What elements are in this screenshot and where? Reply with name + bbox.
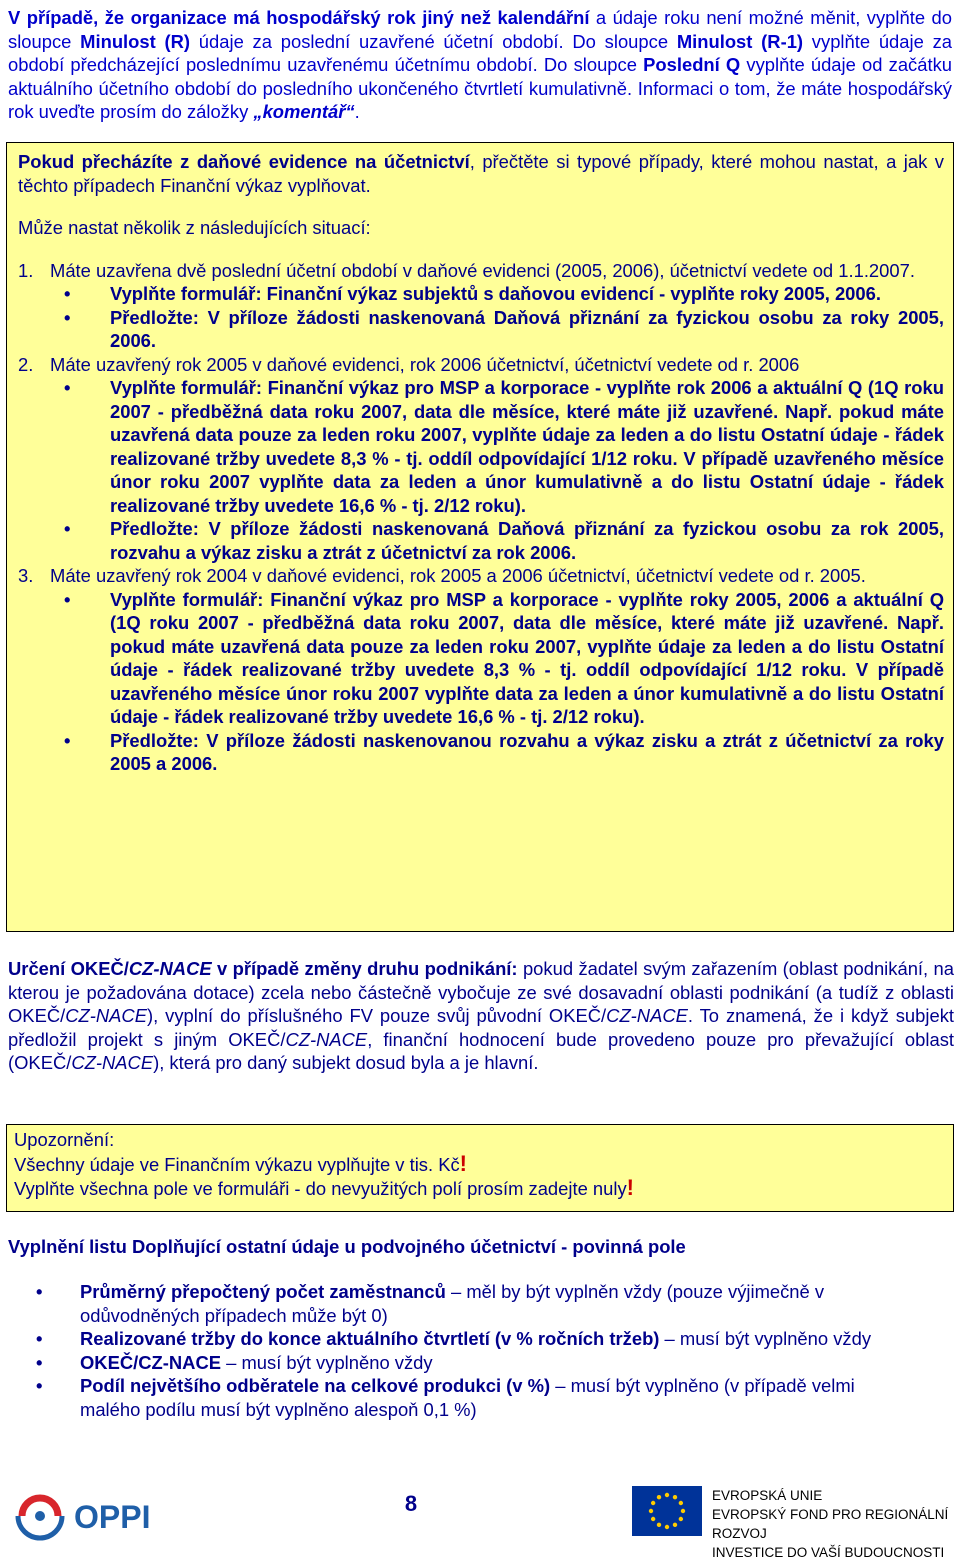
list-item <box>8 1374 908 1421</box>
eu-text-block <box>712 1486 960 1562</box>
case-2-bullet-1 <box>64 376 944 517</box>
bullet-text: Předložte: V příloze žádosti naskenovanou rozvahu a výkaz zisku a ztrát z účetnictví za roky 2005 a 2006. <box>110 729 944 774</box>
eu-star <box>679 1501 683 1505</box>
warning-line-1 <box>14 1152 946 1177</box>
intro-text: vyplňte údaje od začátku aktuálního účetního období do posledního ukončeného čtvrtletí kumulativně. Informaci o tom, že máte hospodářský rok uveďte prosím do záložky <box>8 54 953 122</box>
eu-star <box>679 1517 683 1521</box>
nace-term: CZ-NACE <box>606 1005 688 1026</box>
bullet-text: Vyplňte formulář: Finanční výkaz pro MSP a korporace - vyplňte roky 2005, 2006 a aktuální Q (1Q roku 2007 - předběžná data roku 2007, data dle měsíce, které máte již uzavřené. Např. pokud máte uzavřená data pouze za leden roku 2007, vyplňte údaje za leden a do listu Ostatní údaje - řádek realizované tržby uvedete 8,3 % - tj. oddíl odpovídající 1/12 roku. V případě uzavřeného měsíce únor roku 2007 vyplňte data za leden a únor kumulativně a do listu Ostatní údaje - řádek realizované tržby uvedete 16,6 % - tj. 2/12 roku). <box>110 588 944 727</box>
case-3-bullet-1 <box>64 588 944 729</box>
intro-text: údaje za poslední uzavřené účetní období. Do sloupce <box>190 30 677 52</box>
oppi-logo-text: OPPI <box>74 1499 151 1535</box>
eu-star <box>673 1523 677 1527</box>
nace-term: CZ-NACE <box>65 1005 147 1026</box>
okec-text: pokud žadatel svým zařazením (oblast podnikání, na kterou je požadována dotace) zcela nebo částečně vybočuje ze své dosavadní oblasti podnikání (a tudíž z oblasti OKEČ/ <box>8 958 954 1026</box>
list-item <box>8 1351 908 1375</box>
col-minulost-r: Minulost (R) <box>80 30 191 52</box>
warning-line-2 <box>14 1176 946 1201</box>
okec-lead: v <box>211 958 233 979</box>
bullet-text: Vyplňte formulář: Finanční výkaz subjektů s daňovou evidencí - vyplňte roky 2005, 2006. <box>110 283 881 304</box>
cases-lead-bold: Pokud přecházíte z daňové evidence na účetnictví <box>18 151 470 172</box>
okec-text: , finanční hodnocení bude provedeno pouze pro převažující oblast (OKEČ/ <box>8 1028 954 1073</box>
page-footer <box>0 1480 960 1560</box>
case-1-bullet-1 <box>64 282 944 306</box>
okec-lead: případě změny druhu podnikání: <box>232 958 518 979</box>
list-item <box>8 1327 908 1351</box>
supplementary-heading: Vyplnění listu Doplňující ostatní údaje u podvojného účetnictví - povinná pole <box>8 1236 686 1257</box>
case-1 <box>18 259 944 283</box>
case-number: 2. <box>18 353 34 375</box>
page-number: 8 <box>404 1491 418 1516</box>
item-bold: Průměrný přepočtený počet zaměstnanců <box>80 1281 446 1302</box>
item-text: – měl by být vyplněn vždy (pouze výjimečně v odůvodněných případech může být 0) <box>80 1281 825 1326</box>
intro-text: a údaje roku není možné měnit, vyplňte do sloupce <box>8 7 952 52</box>
case-text: Máte uzavřený rok 2004 v daňové evidenci, rok 2005 a 2006 účetnictví, účetnictví vedete od r. 2005. <box>50 565 866 586</box>
intro-text: . <box>354 101 360 122</box>
bullet-icon: • <box>64 377 71 398</box>
bullet-icon: • <box>64 283 71 304</box>
eu-star <box>651 1501 655 1505</box>
bullet-icon: • <box>36 1281 43 1302</box>
okec-paragraph <box>8 957 954 1075</box>
item-text: – musí být vyplněno vždy <box>221 1351 433 1373</box>
okec-lead: Určení OKEČ/ <box>8 958 129 979</box>
case-text: Máte uzavřený rok 2005 v daňové evidenci, rok 2006 účetnictví, účetnictví vedete od r. 2006 <box>50 353 800 375</box>
cases-lead <box>18 150 944 197</box>
eu-star <box>665 1493 669 1497</box>
case-2-bullet-2 <box>64 517 944 564</box>
eu-flag-icon <box>632 1486 702 1536</box>
warning-box <box>6 1124 954 1212</box>
eu-line-2: EVROPSKÝ FOND PRO REGIONÁLNÍ ROZVOJ <box>712 1507 949 1541</box>
list-item <box>8 1280 908 1327</box>
okec-text: ), která pro daný subjekt dosud byla a je hlavní. <box>153 1052 539 1073</box>
supplementary-list <box>8 1280 908 1421</box>
okec-lead-nace: CZ-NACE <box>128 958 212 979</box>
case-number: 3. <box>18 565 34 586</box>
case-2 <box>18 353 944 377</box>
eu-star <box>665 1525 669 1529</box>
bullet-text: Předložte: V příloze žádosti naskenovaná Daňová přiznání za fyzickou osobu za rok 2005, rozvahu a výkaz zisku a ztrát z účetnictví za rok 2006. <box>110 518 944 563</box>
eu-star <box>649 1509 653 1513</box>
nace-term: CZ-NACE <box>71 1052 154 1073</box>
eu-star <box>681 1509 685 1513</box>
transition-cases-box <box>6 142 954 932</box>
exclamation-mark: ! <box>459 1150 467 1176</box>
eu-star <box>651 1517 655 1521</box>
okec-text: ), vyplní do příslušného FV pouze svůj původní OKEČ/ <box>146 1005 607 1026</box>
situations-heading: Může nastat několik z následujících situací: <box>18 217 371 238</box>
bullet-icon: • <box>36 1351 43 1373</box>
bullet-text: Vyplňte formulář: Finanční výkaz pro MSP a korporace - vyplňte rok 2006 a aktuální Q (1Q roku 2007 - předběžná data roku 2007, data dle měsíce, které máte již uzavřené. Např. pokud máte uzavřená data pouze za leden roku 2007, vyplňte údaje za leden a do listu Ostatní údaje - řádek realizované tržby uvedete 8,3 % - tj. oddíl odpovídající 1/12 roku. V případě uzavřeného měsíce únor roku 2007 vyplňte data za leden a únor kumulativně a do listu Ostatní údaje - řádek realizované tržby uvedete 16,6 % - tj. 2/12 roku). <box>110 377 944 516</box>
oppi-logo <box>12 1488 172 1544</box>
item-text: – musí být vyplněno (v případě velmi malého podílu musí být vyplněno alespoň 0,1 %) <box>80 1375 855 1420</box>
item-bold: Realizované tržby do konce aktuálního čtvrtletí (v % ročních tržeb) <box>80 1328 660 1349</box>
warning-text: Všechny údaje ve Finančním výkazu vyplňujte v tis. Kč <box>14 1153 460 1175</box>
case-3-bullet-2 <box>64 729 944 776</box>
case-text: Máte uzavřena dvě poslední účetní období v daňové evidenci (2005, 2006), účetnictví vedete od 1.1.2007. <box>50 259 915 281</box>
nace-term: CZ-NACE <box>285 1028 368 1050</box>
item-bold: OKEČ/CZ-NACE <box>80 1351 221 1373</box>
bullet-icon: • <box>64 588 71 610</box>
eu-line-3: INVESTICE DO VAŠÍ BUDOUCNOSTI <box>712 1545 945 1560</box>
cases-lead-rest: , přečtěte si typové případy, které mohou nastat, a jak v těchto případech Finanční výkaz vyplňovat. <box>18 151 944 196</box>
bullet-text: Předložte: V příloze žádosti naskenovaná Daňová přiznání za fyzickou osobu za roky 2005, 2006. <box>110 306 944 351</box>
exclamation-mark: ! <box>626 1175 634 1200</box>
bullet-icon: • <box>36 1375 43 1396</box>
warning-title: Upozornění: <box>14 1129 115 1150</box>
intro-paragraph <box>8 6 952 124</box>
intro-lead: V případě, že organizace má hospodářský rok jiný než kalendářní <box>8 7 590 28</box>
bullet-icon: • <box>64 729 71 751</box>
bullet-icon: • <box>64 306 71 328</box>
komentar-tab-ref: „komentář“ <box>253 101 355 122</box>
item-bold: Podíl největšího odběratele na celkové produkci (v %) <box>80 1375 551 1396</box>
bullet-icon: • <box>64 518 71 539</box>
eu-line-1: EVROPSKÁ UNIE <box>712 1488 823 1503</box>
eu-star <box>657 1495 661 1499</box>
intro-text: vyplňte údaje za období předcházející poslednímu uzavřenému účetnímu období. Do sloupce <box>8 30 953 75</box>
item-text: – musí být vyplněno vždy <box>659 1328 872 1349</box>
eu-star <box>673 1495 677 1499</box>
okec-text: . To znamená, že i když subjekt předložil projekt s jiným OKEČ/ <box>8 1005 955 1050</box>
col-posledni-q: Poslední Q <box>643 54 741 75</box>
warning-text: Vyplňte všechna pole ve formuláři - do nevyužitých polí prosím zadejte nuly <box>14 1178 627 1199</box>
eu-star <box>657 1523 661 1527</box>
col-minulost-r1: Minulost (R-1) <box>676 30 804 52</box>
case-1-bullet-2 <box>64 306 944 353</box>
case-number: 1. <box>18 259 34 281</box>
bullet-icon: • <box>36 1328 43 1349</box>
case-3 <box>18 564 944 588</box>
